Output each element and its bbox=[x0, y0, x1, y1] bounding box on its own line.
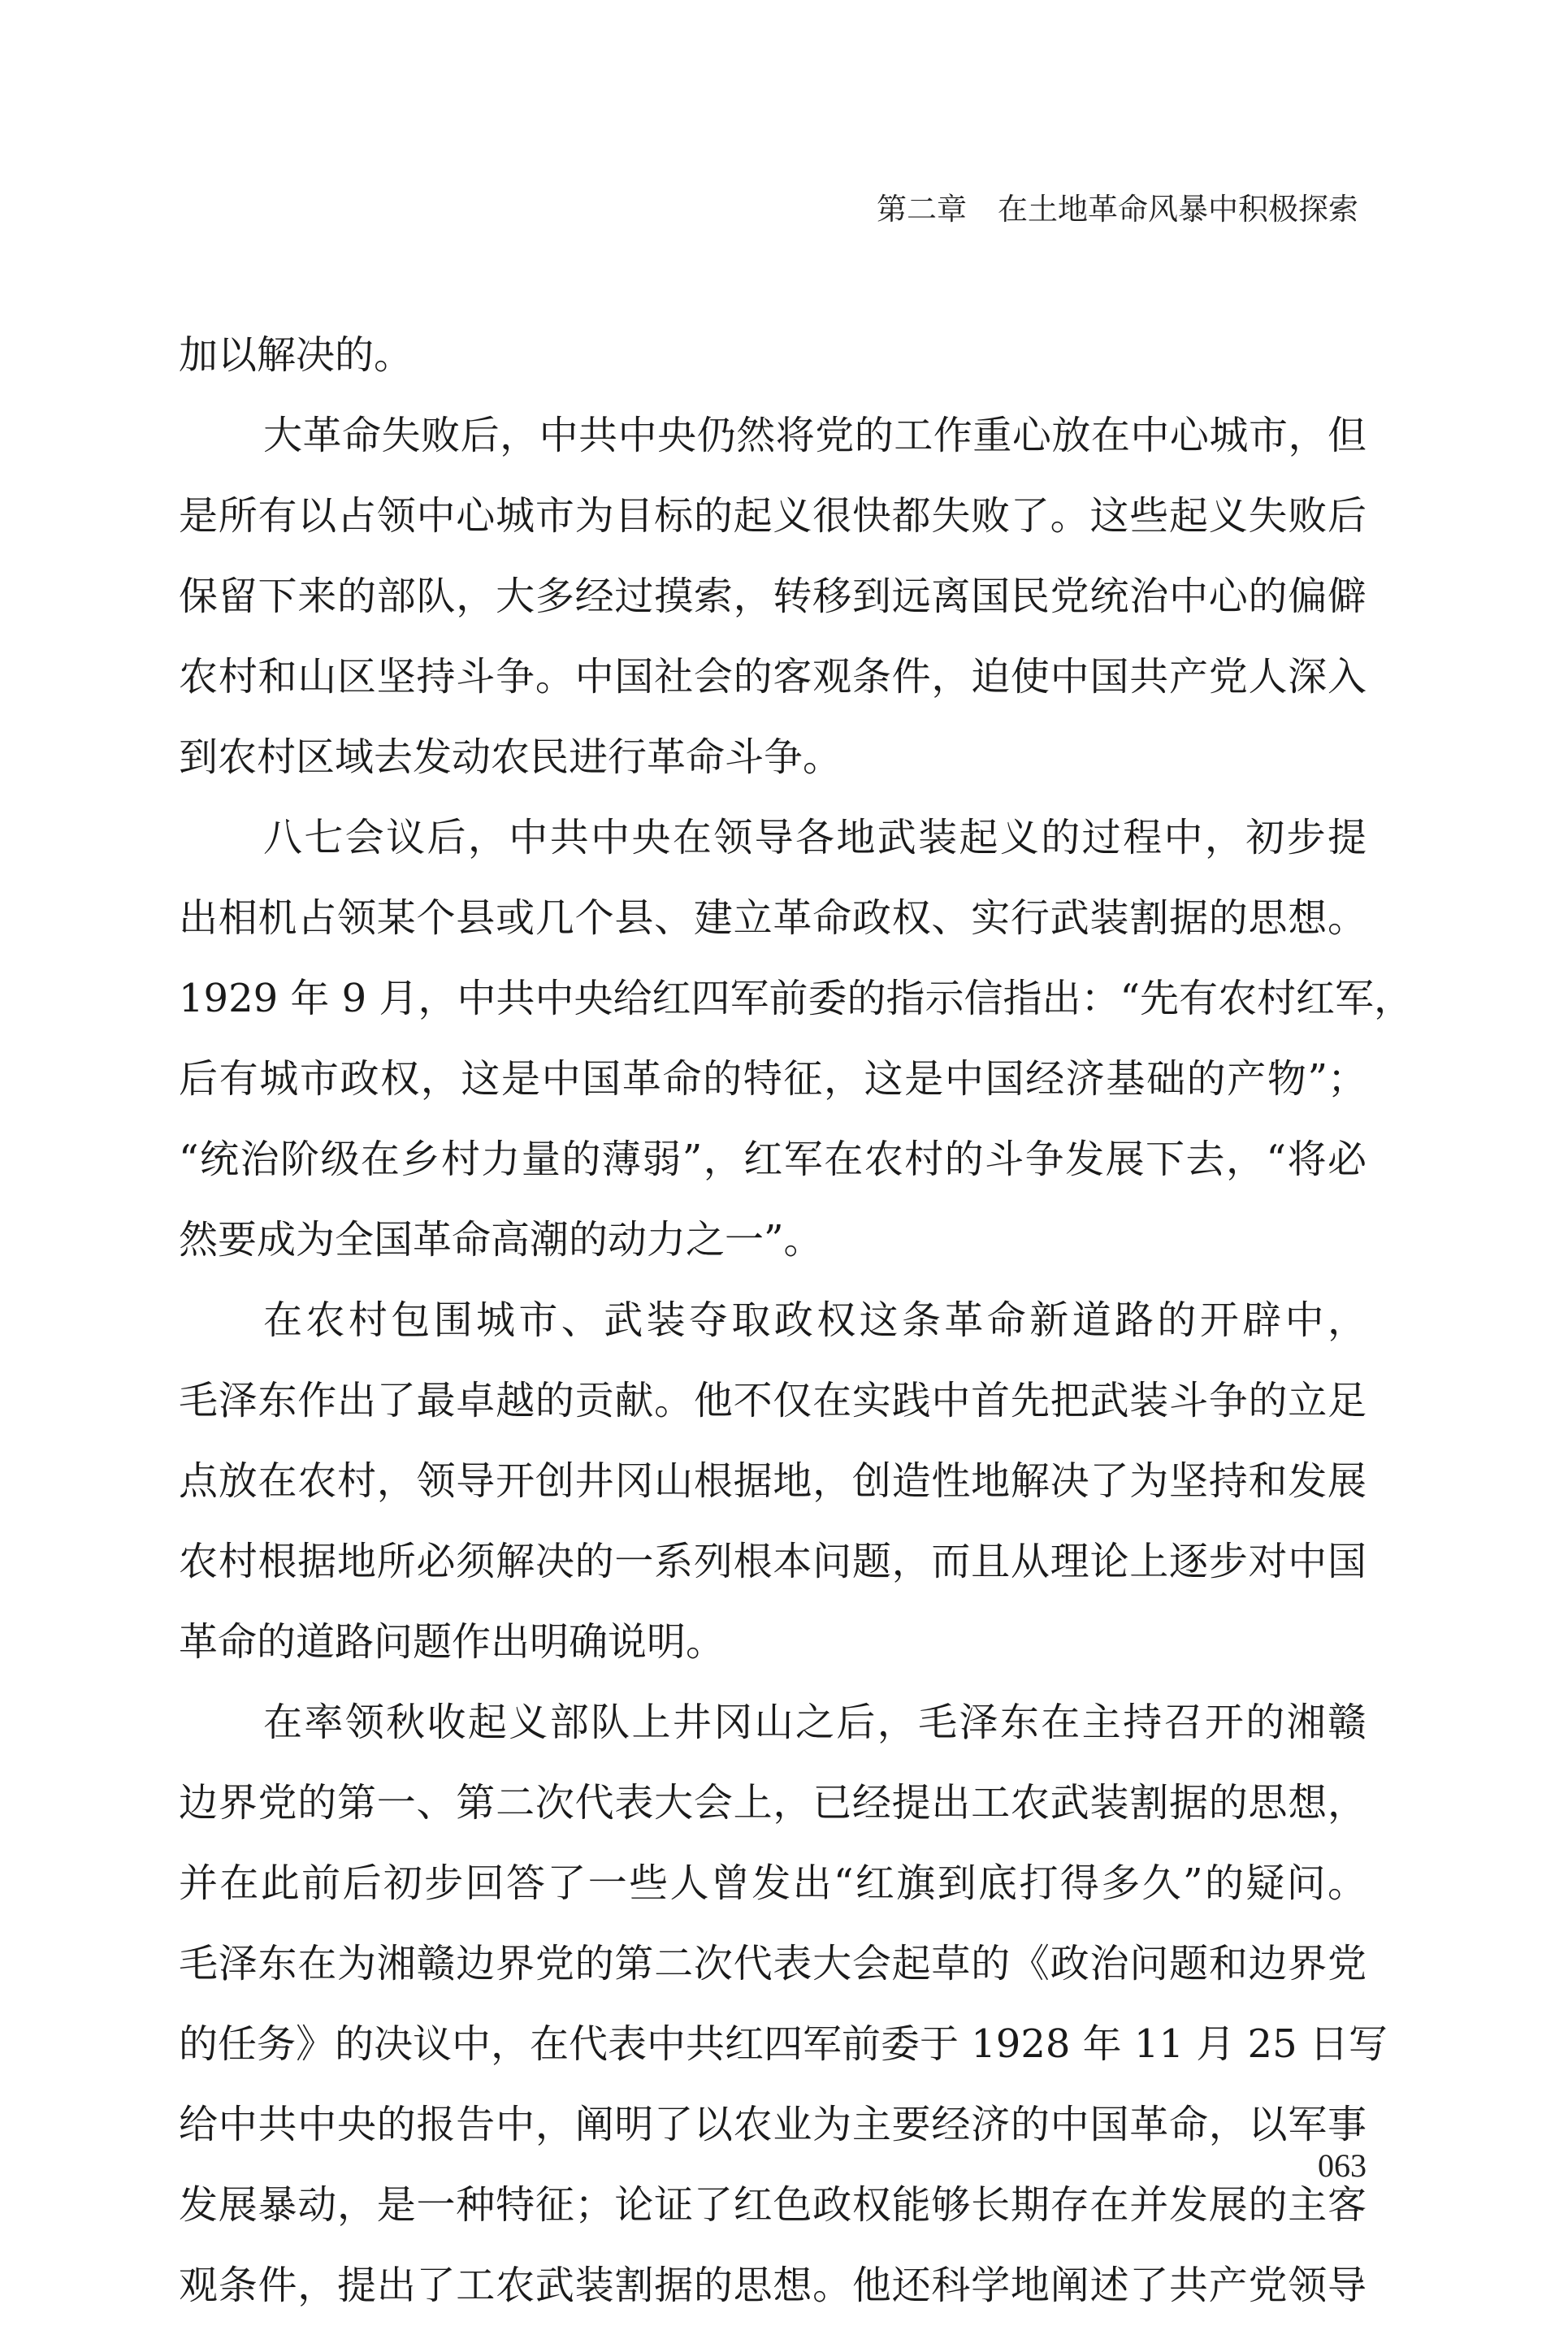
text-line: 到农村区域去发动农民进行革命斗争。 bbox=[179, 734, 842, 780]
text-line: 后有城市政权，这是中国革命的特征，这是中国经济基础的产物”； bbox=[179, 1056, 1367, 1102]
text-line: 毛泽东作出了最卓越的贡献。他不仅在实践中首先把武装斗争的立足 bbox=[179, 1378, 1367, 1423]
text-line: 在农村包围城市、武装夺取政权这条革命新道路的开辟中， bbox=[263, 1297, 1367, 1343]
text-line: 大革命失败后，中共中央仍然将党的工作重心放在中心城市，但 bbox=[263, 413, 1367, 458]
text-line: 观条件，提出了工农武装割据的思想。他还科学地阐述了共产党领导 bbox=[179, 2263, 1367, 2308]
text-line: 农村根据地所必须解决的一系列根本问题，而且从理论上逐步对中国 bbox=[179, 1539, 1367, 1584]
text-line: 出相机占领某个县或几个县、建立革命政权、实行武装割据的思想。 bbox=[179, 895, 1367, 941]
text-line: 边界党的第一、第二次代表大会上，已经提出工农武装割据的思想， bbox=[179, 1780, 1367, 1826]
chapter-title: 在土地革命风暴中积极探索 bbox=[998, 192, 1358, 227]
text-line: 点放在农村，领导开创井冈山根据地，创造性地解决了为坚持和发展 bbox=[179, 1458, 1367, 1504]
text-line: 并在此前后初步回答了一些人曾发出“红旗到底打得多久”的疑问。 bbox=[179, 1860, 1367, 1906]
text-line: 八七会议后，中共中央在领导各地武装起义的过程中，初步提 bbox=[263, 815, 1367, 860]
text-line: 给中共中央的报告中，阐明了以农业为主要经济的中国革命，以军事 bbox=[179, 2102, 1367, 2147]
page-number: 063 bbox=[1318, 2147, 1367, 2184]
text-line: 发展暴动，是一种特征；论证了红色政权能够长期存在并发展的主客 bbox=[179, 2182, 1367, 2228]
text-line: 保留下来的部队，大多经过摸索，转移到远离国民党统治中心的偏僻 bbox=[179, 574, 1367, 619]
running-header bbox=[812, 185, 1358, 234]
text-line: 然要成为全国革命高潮的动力之一”。 bbox=[179, 1217, 823, 1263]
text-line: 1929 年 9 月，中共中央给红四军前委的指示信指出：“先有农村红军， bbox=[179, 976, 1414, 1021]
text-line: 农村和山区坚持斗争。中国社会的客观条件，迫使中国共产党人深入 bbox=[179, 654, 1367, 700]
text-line: 毛泽东在为湘赣边界党的第二次代表大会起草的《政治问题和边界党 bbox=[179, 1941, 1367, 1986]
text-line: 是所有以占领中心城市为目标的起义很快都失败了。这些起义失败后 bbox=[179, 493, 1367, 539]
text-line: 革命的道路问题作出明确说明。 bbox=[179, 1619, 726, 1665]
text-line: 在率领秋收起义部队上井冈山之后，毛泽东在主持召开的湘赣 bbox=[263, 1700, 1367, 1745]
body-text bbox=[179, 315, 1414, 2326]
text-line: 的任务》的决议中，在代表中共红四军前委于 1928 年 11 月 25 日写 bbox=[179, 2021, 1388, 2067]
chapter-label: 第二章 bbox=[877, 192, 967, 227]
text-line: 加以解决的。 bbox=[179, 332, 414, 378]
text-line: “统治阶级在乡村力量的薄弱”，红军在农村的斗争发展下去，“将必 bbox=[179, 1137, 1367, 1182]
